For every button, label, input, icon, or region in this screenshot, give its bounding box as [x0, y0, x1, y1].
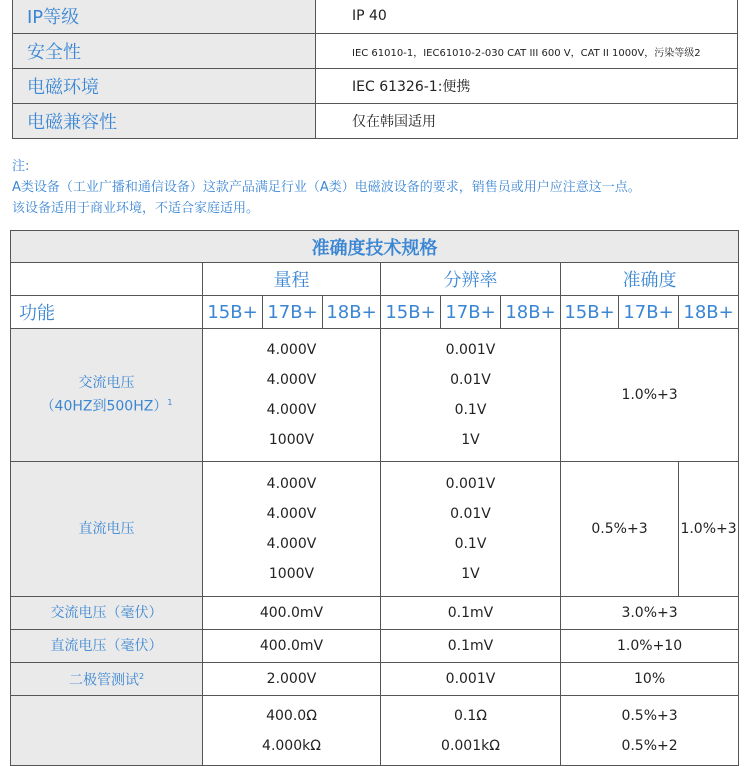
function-cell: [11, 696, 203, 766]
accuracy-value: 10%: [561, 663, 739, 696]
function-name: 直流电压（毫伏）: [11, 630, 203, 663]
function-name: 直流电压: [11, 462, 203, 597]
spec-table: [12, 0, 738, 139]
function-cell: [11, 329, 203, 462]
range-cell: [203, 462, 381, 597]
footnote-mark: 1: [167, 397, 173, 407]
resolution-cell: [381, 696, 561, 766]
model-label: 15B+: [381, 296, 441, 329]
range-value: 2.000V: [203, 663, 381, 696]
range-value: 400.0mV: [203, 597, 381, 630]
resolution-value: 0.1mV: [381, 597, 561, 630]
model-label: 15B+: [203, 296, 263, 329]
model-label: 18B+: [679, 296, 739, 329]
accuracy-value: 0.5%+2: [621, 737, 678, 754]
model-row: [11, 296, 739, 329]
function-label: 功能: [11, 296, 203, 329]
note-line: A类设备（工业广播和通信设备）这款产品满足行业（A类）电磁波设备的要求，销售员或用户应注意这一点。: [12, 180, 641, 195]
range-value: 4.000V: [266, 342, 317, 358]
table-row-resistance: [11, 696, 739, 766]
footnote-mark: 2: [138, 672, 145, 682]
range-value: 4.000V: [266, 536, 317, 552]
range-value: 4.000V: [266, 402, 317, 418]
header-row: [11, 263, 739, 296]
spec-value: IEC 61010-1，IEC61010-2-030 CAT III 600 V，CAT II 1000V，污染等级2: [316, 34, 738, 69]
resolution-value: 0.1mV: [381, 630, 561, 663]
resolution-value: 0.1V: [454, 402, 487, 418]
accuracy-cell: [561, 696, 739, 766]
resolution-value: 0.1Ω: [454, 707, 487, 724]
model-label: 18B+: [323, 296, 381, 329]
accuracy-value: 1.0%+3: [561, 329, 739, 462]
range-value: 4.000kΩ: [262, 737, 321, 754]
range-value: 4.000V: [266, 372, 317, 388]
function-cell: [11, 663, 203, 696]
note-line: 该设备适用于商业环境，不适合家庭适用。: [12, 201, 260, 216]
resolution-value: 0.01V: [450, 372, 491, 388]
header-resolution: 分辨率: [381, 263, 561, 296]
spec-row: [13, 104, 738, 139]
range-value: 1000V: [268, 566, 315, 582]
model-label: 17B+: [441, 296, 501, 329]
spec-label: 电磁环境: [13, 69, 316, 104]
spec-label: 电磁兼容性: [13, 104, 316, 139]
range-value: 4.000V: [266, 506, 317, 522]
accuracy-value: 0.5%+3: [621, 707, 678, 724]
range-value: 1000V: [268, 432, 315, 448]
resolution-value: 0.001V: [445, 476, 496, 492]
accuracy-value: 1.0%+10: [561, 630, 739, 663]
spec-label: 安全性: [13, 34, 316, 69]
spec-value: IEC 61326-1:便携: [316, 69, 738, 104]
resolution-value: 0.1V: [454, 536, 487, 552]
resolution-value: 0.01V: [450, 506, 491, 522]
table-row-dc-voltage: [11, 462, 739, 597]
table-row-dc-mv: [11, 630, 739, 663]
function-name: 二极管测试: [68, 672, 139, 689]
table-row-ac-mv: [11, 597, 739, 630]
resolution-value: 0.001V: [445, 342, 496, 358]
accuracy-value: 0.5%+3: [561, 462, 679, 597]
resolution-value: 1V: [461, 432, 480, 448]
table-row-ac-voltage: [11, 329, 739, 462]
model-label: 18B+: [501, 296, 561, 329]
accuracy-value: 1.0%+3: [679, 462, 739, 597]
note-title: 注:: [12, 159, 30, 174]
spec-value: IP 40: [316, 0, 738, 34]
range-cell: [203, 329, 381, 462]
resolution-cell: [381, 462, 561, 597]
model-label: 17B+: [263, 296, 323, 329]
spec-label: IP等级: [13, 0, 316, 34]
resolution-value: 0.001V: [381, 663, 561, 696]
range-value: 400.0mV: [203, 630, 381, 663]
resolution-value: 1V: [461, 566, 480, 582]
model-label: 15B+: [561, 296, 619, 329]
accuracy-table: [10, 230, 739, 766]
function-sublabel: （40HZ到500HZ）: [40, 398, 168, 415]
model-label: 17B+: [619, 296, 679, 329]
function-name: 交流电压: [78, 374, 135, 391]
note-block: [12, 156, 641, 219]
accuracy-title: 准确度技术规格: [11, 231, 739, 263]
function-name: 交流电压（毫伏）: [11, 597, 203, 630]
resolution-value: 0.001kΩ: [441, 737, 500, 754]
spec-value: 仅在韩国适用: [316, 104, 738, 139]
range-cell: [203, 696, 381, 766]
accuracy-value: 3.0%+3: [561, 597, 739, 630]
header-empty: [11, 263, 203, 296]
range-value: 400.0Ω: [266, 707, 317, 724]
header-accuracy: 准确度: [561, 263, 739, 296]
spec-row: [13, 34, 738, 69]
header-range: 量程: [203, 263, 381, 296]
spec-row: [13, 0, 738, 34]
resolution-cell: [381, 329, 561, 462]
range-value: 4.000V: [266, 476, 317, 492]
table-row-diode: [11, 663, 739, 696]
spec-row: [13, 69, 738, 104]
